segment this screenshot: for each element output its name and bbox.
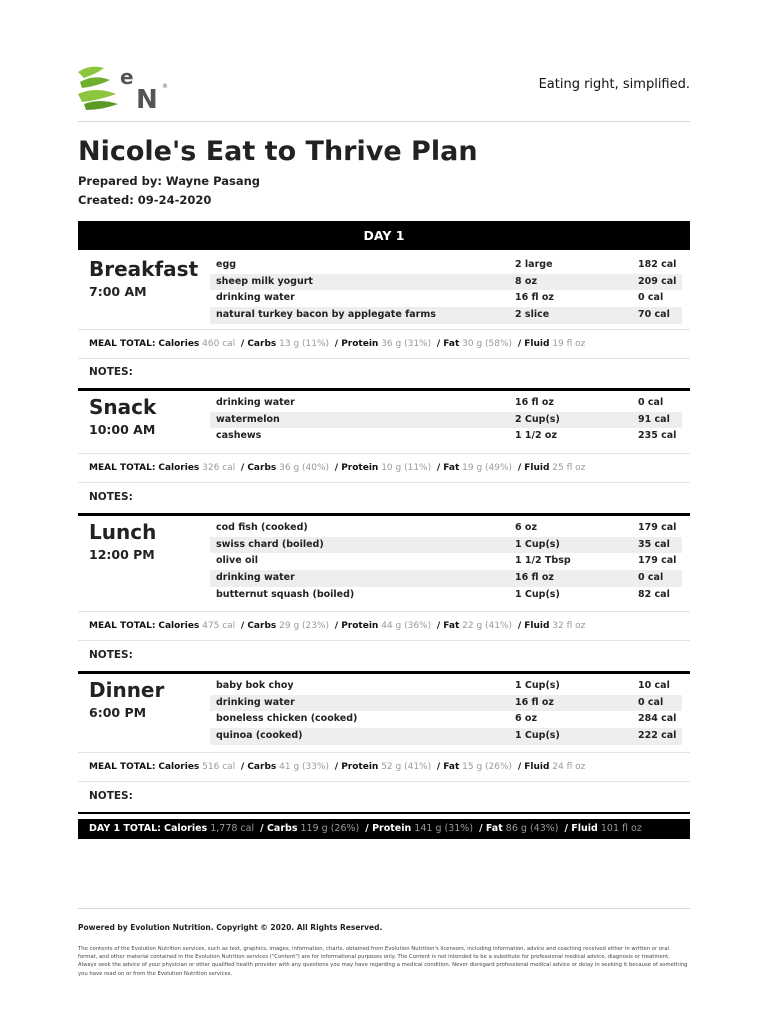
food-name: egg [216, 259, 237, 270]
food-calories: 0 cal [638, 696, 664, 708]
calories-value: 1,778 cal [210, 823, 255, 834]
carbs-label: / Carbs [240, 463, 277, 473]
food-quantity: 1 Cup(s) [515, 538, 560, 550]
food-calories: 35 cal [638, 538, 670, 550]
food-row [210, 695, 682, 712]
meal-total-label: MEAL TOTAL: [89, 339, 156, 349]
meal-items [210, 257, 682, 324]
food-quantity: 2 slice [515, 309, 550, 321]
meal-divider [78, 513, 690, 516]
protein-label: / Protein [334, 463, 379, 473]
carbs-value: 29 g (23%) [279, 621, 330, 631]
food-calories: 91 cal [638, 413, 670, 425]
zen-logo [76, 64, 172, 116]
fat-value: 30 g (58%) [462, 339, 513, 349]
meal-time: 12:00 PM [89, 547, 155, 562]
meal-items [210, 520, 682, 603]
food-quantity: 6 oz [515, 713, 537, 725]
meal-name: Breakfast [89, 257, 199, 281]
fluid-value: 101 fl oz [600, 823, 642, 834]
fat-value: 15 g (26%) [462, 762, 513, 772]
meal-divider [78, 671, 690, 674]
protein-label: / Protein [334, 339, 379, 349]
protein-value: 52 g (41%) [381, 762, 432, 772]
meal-time: 7:00 AM [89, 284, 147, 299]
food-row [210, 412, 682, 429]
protein-label: / Protein [334, 762, 379, 772]
fluid-label: / Fluid [517, 762, 550, 772]
food-quantity: 16 fl oz [515, 572, 554, 584]
food-name: cod fish (cooked) [216, 522, 308, 533]
food-calories: 222 cal [638, 730, 677, 742]
food-row [210, 290, 682, 307]
food-name: watermelon [216, 413, 280, 425]
carbs-value: 119 g (26%) [300, 823, 360, 834]
protein-label: / Protein [365, 823, 412, 834]
food-calories: 284 cal [638, 713, 677, 725]
fluid-value: 24 fl oz [552, 762, 586, 772]
notes-label: NOTES: [89, 649, 133, 661]
carbs-value: 13 g (11%) [279, 339, 330, 349]
food-calories: 10 cal [638, 680, 670, 691]
food-name: boneless chicken (cooked) [216, 713, 358, 725]
food-name: olive oil [216, 555, 259, 567]
day-header: DAY 1 [78, 221, 690, 250]
protein-label: / Protein [334, 621, 379, 631]
notes-label: NOTES: [89, 491, 133, 503]
meal-name: Dinner [89, 678, 165, 702]
prepared-by: Prepared by: Wayne Pasang [78, 174, 261, 188]
calories-label: Calories [163, 823, 208, 834]
food-row [210, 307, 682, 324]
protein-value: 10 g (11%) [381, 463, 432, 473]
food-calories: 82 cal [638, 588, 670, 600]
carbs-value: 41 g (33%) [279, 762, 330, 772]
fluid-label: / Fluid [517, 463, 550, 473]
fat-value: 19 g (49%) [462, 463, 513, 473]
food-name: drinking water [216, 572, 295, 584]
food-row [210, 537, 682, 554]
food-quantity: 1 1/2 Tbsp [515, 555, 571, 567]
calories-value: 475 cal [202, 621, 236, 631]
food-name: butternut squash (boiled) [216, 588, 355, 600]
food-calories: 0 cal [638, 292, 664, 304]
calories-label: Calories [158, 463, 200, 473]
copyright-notice: Powered by Evolution Nutrition. Copyright © 2020. All Rights Reserved. [78, 923, 383, 932]
food-name: drinking water [216, 696, 295, 708]
meal-total [78, 752, 690, 782]
day-total-divider [78, 812, 690, 814]
calories-label: Calories [158, 621, 200, 631]
fat-value: 22 g (41%) [462, 621, 513, 631]
food-quantity: 16 fl oz [515, 696, 554, 708]
food-quantity: 2 large [515, 259, 553, 270]
fat-label: / Fat [436, 762, 460, 772]
plan-page [78, 0, 690, 977]
food-calories: 235 cal [638, 430, 677, 442]
meal-total [78, 453, 690, 483]
created-date: Created: 09-24-2020 [78, 193, 212, 207]
food-quantity: 16 fl oz [515, 397, 554, 408]
fluid-value: 25 fl oz [552, 463, 586, 473]
fluid-label: / Fluid [564, 823, 598, 834]
calories-value: 326 cal [202, 463, 236, 473]
carbs-label: / Carbs [260, 823, 298, 834]
carbs-label: / Carbs [240, 339, 277, 349]
food-row [210, 520, 682, 537]
page-header [78, 0, 690, 122]
fat-label: / Fat [479, 823, 503, 834]
food-row [210, 678, 682, 695]
food-name: sheep milk yogurt [216, 275, 313, 287]
meal-name: Lunch [89, 520, 157, 544]
food-quantity: 2 Cup(s) [515, 413, 560, 425]
food-calories: 182 cal [638, 259, 677, 270]
carbs-value: 36 g (40%) [279, 463, 330, 473]
food-name: cashews [216, 430, 262, 442]
food-row [210, 274, 682, 291]
fat-label: / Fat [436, 339, 460, 349]
fat-label: / Fat [436, 621, 460, 631]
food-quantity: 8 oz [515, 275, 537, 287]
food-calories: 179 cal [638, 522, 677, 533]
day-total [78, 819, 690, 839]
meal-total-label: MEAL TOTAL: [89, 762, 156, 772]
calories-label: Calories [158, 339, 200, 349]
fat-value: 86 g (43%) [505, 823, 559, 834]
food-row [210, 587, 682, 604]
meal-items [210, 395, 682, 445]
food-name: natural turkey bacon by applegate farms [216, 309, 436, 321]
fluid-label: / Fluid [517, 339, 550, 349]
food-name: drinking water [216, 397, 295, 408]
fluid-value: 19 fl oz [552, 339, 586, 349]
meal-name: Snack [89, 395, 157, 419]
plan-title: Nicole's Eat to Thrive Plan [78, 136, 478, 167]
tagline: Eating right, simplified. [538, 77, 690, 92]
meal-total-label: MEAL TOTAL: [89, 463, 156, 473]
disclaimer: The contents of the Evolution Nutrition services, such as text, graphics, images, information, charts, obtained from Evolution Nutrition's licensors, including information, advice and coaching received either in written or oral format, and other material contained in the Evolution Nutrition services ("Content") are for informational purposes only. The Content is not intended to be a substitute for professional medical advice, diagnosis or treatment. Always seek the advice of your physician or other qualified health provider with any questions you may have regarding a medical condition. Never disregard professional medical advice or delay in seeking it because of something you have read on or from the Evolution Nutrition services. [78, 946, 688, 977]
meal-total-label: MEAL TOTAL: [89, 621, 156, 631]
meal-total [78, 329, 690, 359]
food-calories: 0 cal [638, 572, 664, 584]
food-calories: 179 cal [638, 555, 677, 567]
food-calories: 209 cal [638, 275, 677, 287]
meal-time: 6:00 PM [89, 705, 147, 720]
meal-divider [78, 388, 690, 391]
food-name: baby bok choy [216, 680, 294, 691]
carbs-label: / Carbs [240, 762, 277, 772]
day-total-label: DAY 1 TOTAL: [89, 823, 161, 834]
fluid-label: / Fluid [517, 621, 550, 631]
fat-label: / Fat [436, 463, 460, 473]
footer-divider [78, 908, 690, 909]
notes-label: NOTES: [89, 366, 133, 378]
svg-text:®: ® [162, 83, 168, 90]
food-quantity: 1 1/2 oz [515, 430, 557, 442]
calories-value: 516 cal [202, 762, 236, 772]
food-row [210, 728, 682, 745]
food-quantity: 1 Cup(s) [515, 588, 560, 600]
food-name: quinoa (cooked) [216, 730, 303, 742]
meal-time: 10:00 AM [89, 422, 156, 437]
svg-text:e: e [120, 65, 134, 89]
food-row [210, 711, 682, 728]
food-quantity: 6 oz [515, 522, 537, 533]
carbs-label: / Carbs [240, 621, 277, 631]
food-row [210, 428, 682, 445]
food-row [210, 570, 682, 587]
food-calories: 70 cal [638, 309, 670, 321]
food-quantity: 16 fl oz [515, 292, 554, 304]
food-row [210, 395, 682, 412]
calories-value: 460 cal [202, 339, 236, 349]
protein-value: 44 g (36%) [381, 621, 432, 631]
notes-label: NOTES: [89, 790, 133, 802]
calories-label: Calories [158, 762, 200, 772]
fluid-value: 32 fl oz [552, 621, 586, 631]
food-name: swiss chard (boiled) [216, 538, 324, 550]
meal-items [210, 678, 682, 745]
food-calories: 0 cal [638, 397, 664, 408]
food-row [210, 257, 682, 274]
protein-value: 141 g (31%) [414, 823, 474, 834]
food-row [210, 553, 682, 570]
meal-total [78, 611, 690, 641]
food-quantity: 1 Cup(s) [515, 680, 560, 691]
food-name: drinking water [216, 292, 295, 304]
protein-value: 36 g (31%) [381, 339, 432, 349]
svg-text:N: N [136, 85, 158, 112]
food-quantity: 1 Cup(s) [515, 730, 560, 742]
